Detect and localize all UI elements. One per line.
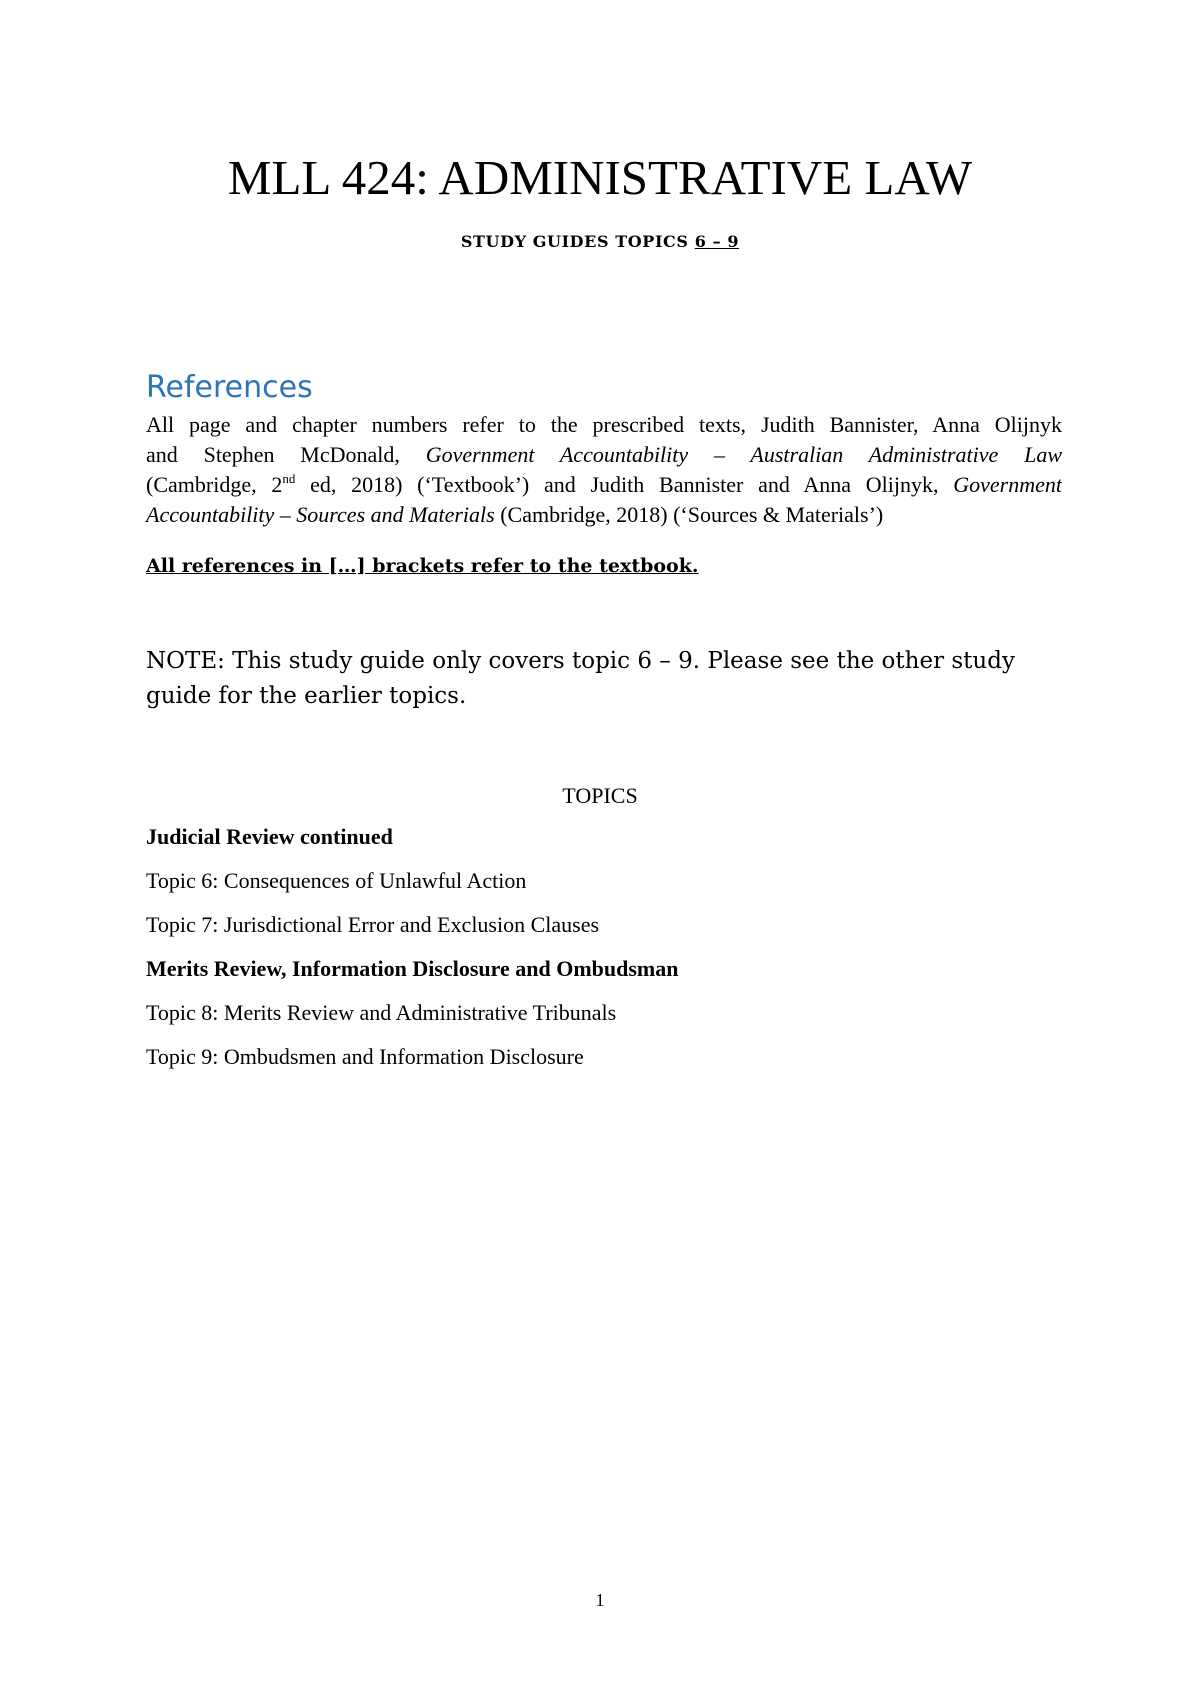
sources-title-end: Accountability – Sources and Materials xyxy=(146,502,495,527)
topic-8: Topic 8: Merits Review and Administrative Tribunals xyxy=(146,1000,617,1025)
document-subtitle xyxy=(0,230,1200,254)
page-number: 1 xyxy=(595,1590,605,1610)
topics-heading: TOPICS xyxy=(562,783,638,808)
study-guide-note xyxy=(146,644,1015,714)
references-line-3 xyxy=(146,470,1062,500)
document-title: MLL 424: ADMINISTRATIVE LAW xyxy=(227,150,973,205)
subtitle-topic-range: 6 – 9 xyxy=(694,232,740,251)
bracket-references-note: All references in […] brackets refer to the textbook. xyxy=(146,555,699,577)
edition-superscript: nd xyxy=(282,471,296,486)
references-line-2-text: and Stephen McDonald, xyxy=(146,442,426,467)
subtitle-prefix: STUDY GUIDES TOPICS xyxy=(460,232,695,251)
references-line-1: All page and chapter numbers refer to the prescribed texts, Judith Bannister, Anna Olijnyk xyxy=(146,412,1062,437)
topic-section-merits-review: Merits Review, Information Disclosure and Ombudsman xyxy=(146,956,679,981)
sources-title-start: Government xyxy=(953,472,1062,497)
topic-6: Topic 6: Consequences of Unlawful Action xyxy=(146,868,527,893)
references-line-3-text: (Cambridge, 2 xyxy=(146,472,283,497)
references-line-3-text-b: ed, 2018) (‘Textbook’) and Judith Bannister and Anna Olijnyk, xyxy=(295,472,954,497)
topic-7: Topic 7: Jurisdictional Error and Exclusion Clauses xyxy=(146,912,600,937)
textbook-title: Government Accountability – Australian Administrative Law xyxy=(425,442,1062,467)
references-line-4-text: (Cambridge, 2018) (‘Sources & Materials’) xyxy=(494,502,884,527)
references-line-2 xyxy=(146,440,1062,470)
references-paragraph xyxy=(146,410,1062,530)
note-line-1: NOTE: This study guide only covers topic 6 – 9. Please see the other study xyxy=(146,648,1015,674)
topic-9: Topic 9: Ombudsmen and Information Disclosure xyxy=(146,1044,584,1069)
references-line-4 xyxy=(146,500,1062,530)
topic-section-judicial-review: Judicial Review continued xyxy=(146,824,393,849)
references-heading: References xyxy=(146,370,313,405)
note-line-2: guide for the earlier topics. xyxy=(146,683,467,709)
